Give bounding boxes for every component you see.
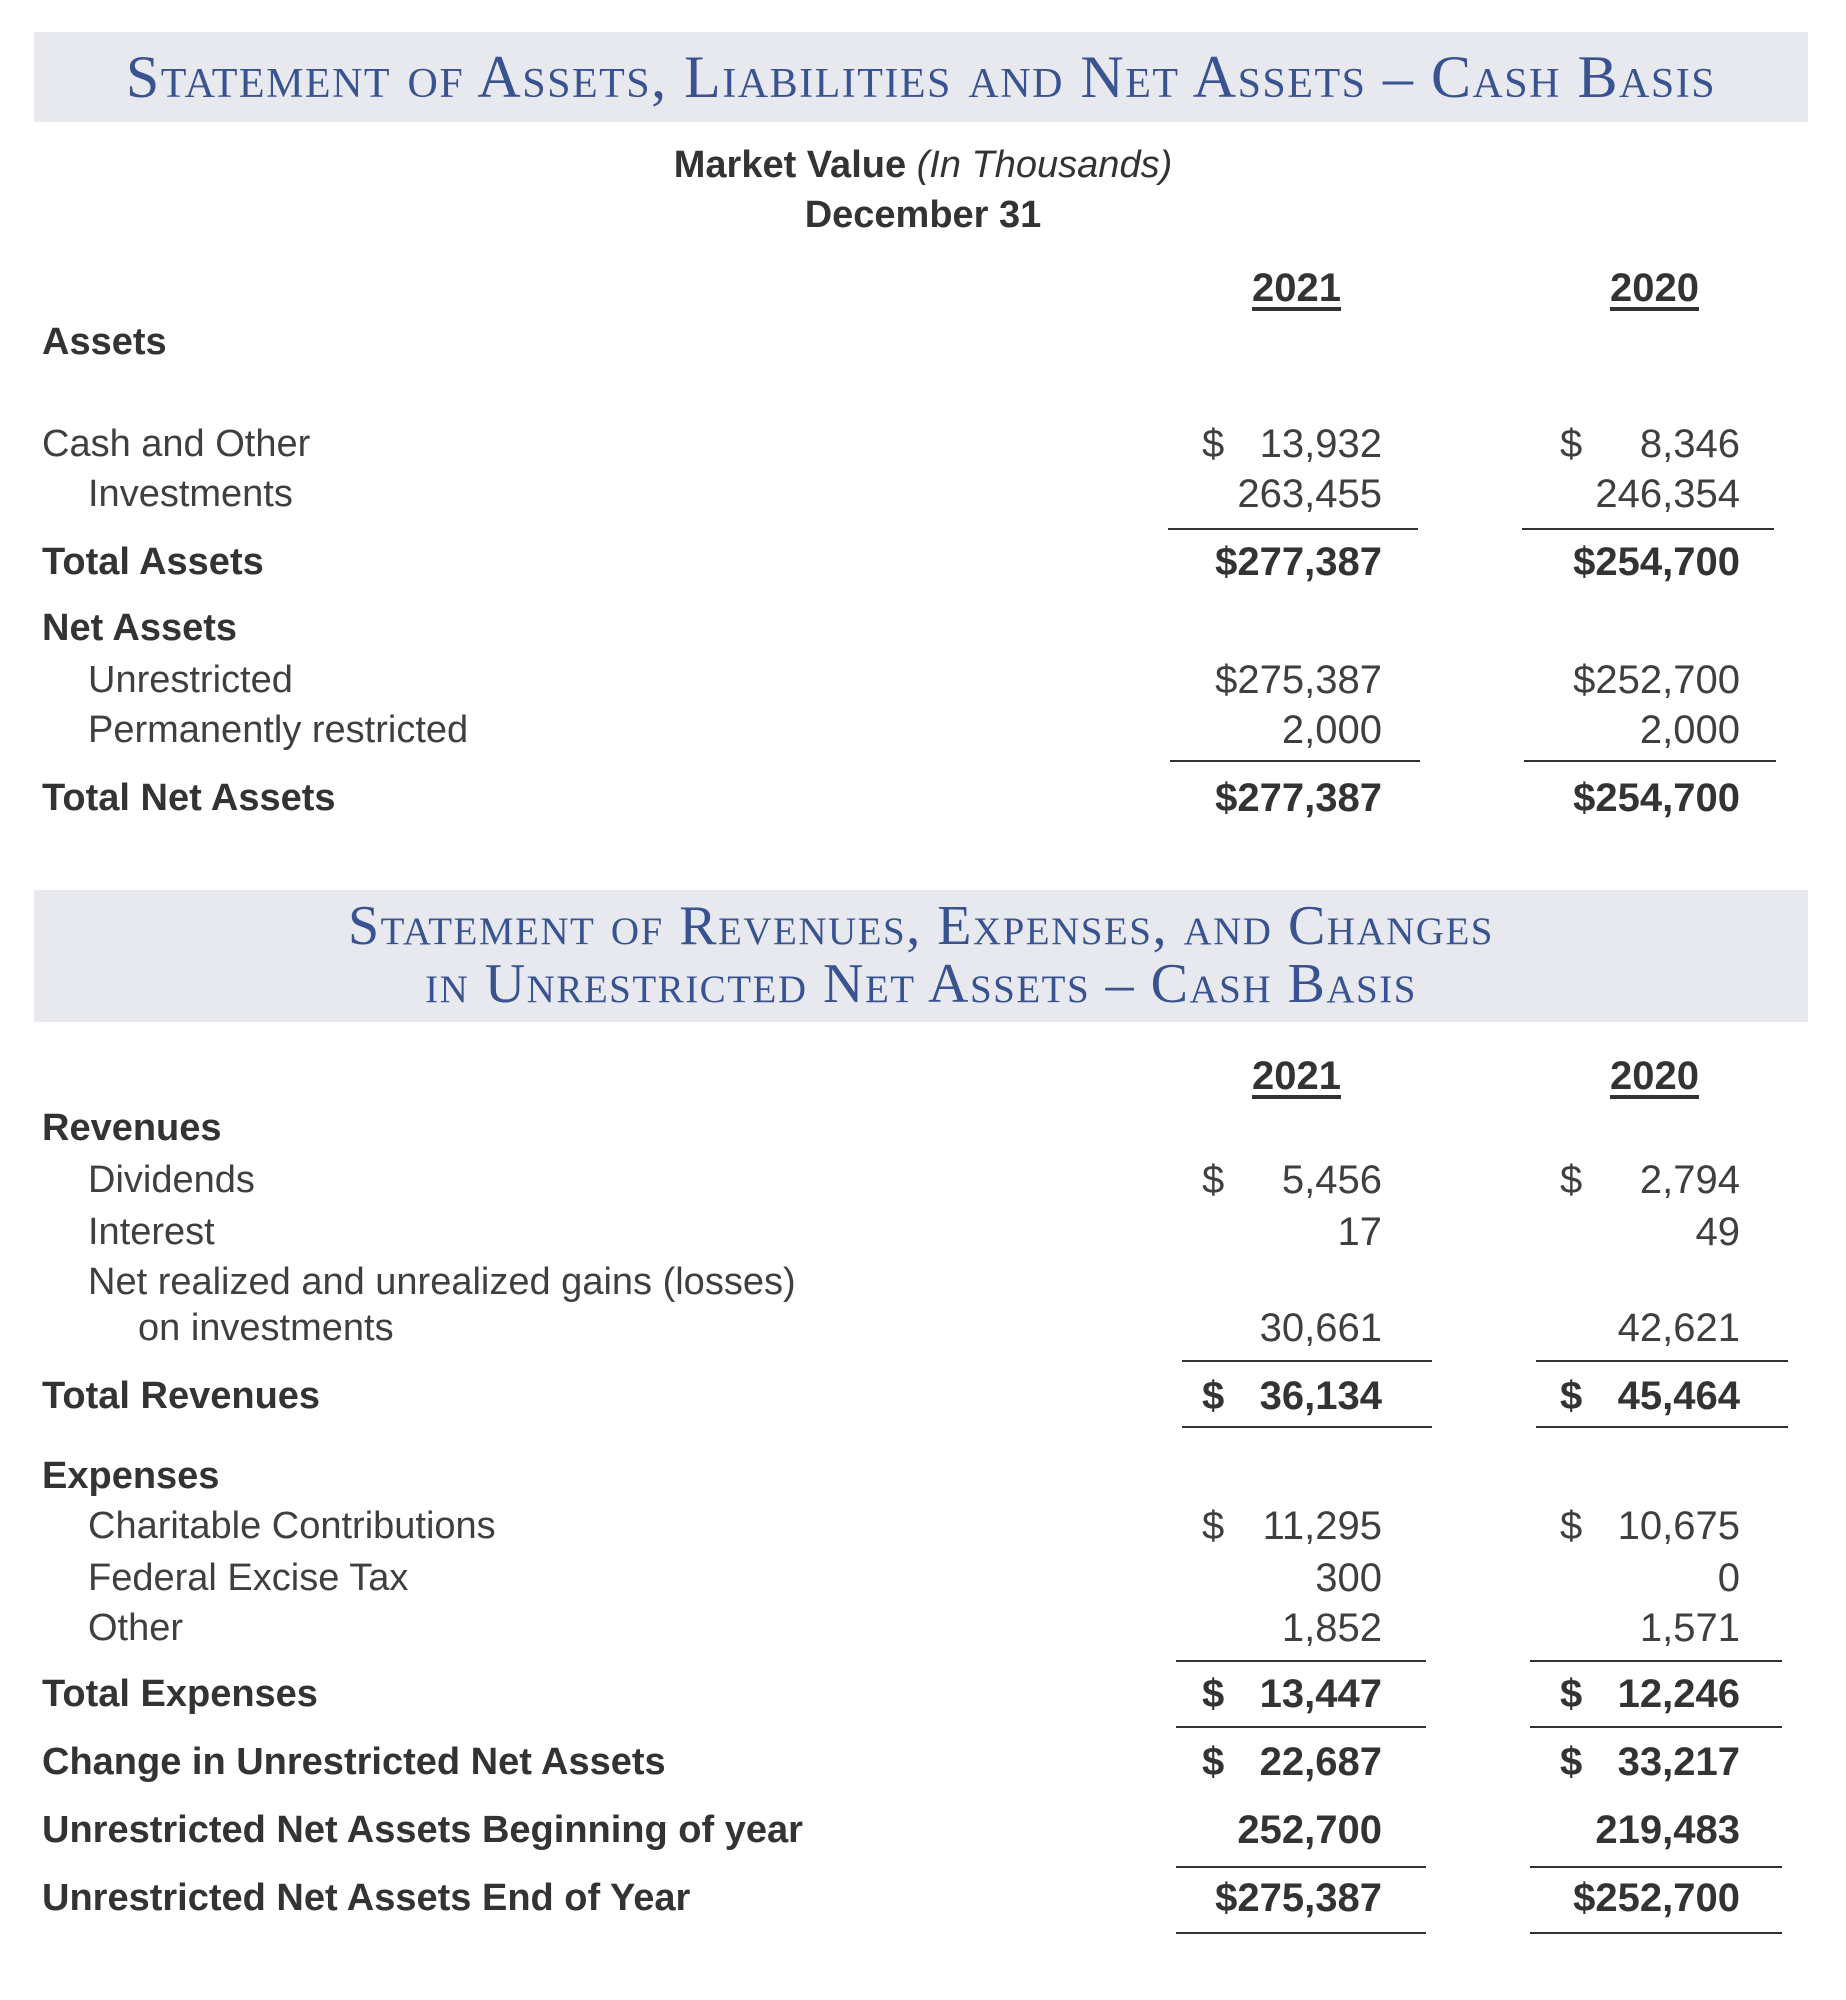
cell-other-2021: 1,852 — [1281, 1606, 1382, 1650]
section-expenses: Expenses — [42, 1455, 220, 1497]
row-label-end-of-year: Unrestricted Net Assets End of Year — [42, 1877, 691, 1919]
cell-net-gains-2020: 42,621 — [1617, 1306, 1740, 1350]
statement2-title-banner — [34, 890, 1808, 1022]
cell-unrestricted-2020: $252,700 — [1573, 658, 1740, 702]
cell-perm-restricted-2021: 2,000 — [1281, 708, 1382, 752]
row-label-total-assets: Total Assets — [42, 541, 264, 583]
row-label-beginning-of-year: Unrestricted Net Assets Beginning of year — [42, 1809, 803, 1851]
row-label-permanently-restricted: Permanently restricted — [88, 709, 469, 751]
row-label-interest: Interest — [88, 1211, 215, 1253]
year-2020-header: 2020 — [1610, 266, 1699, 310]
cell-other-2020: 1,571 — [1639, 1606, 1740, 1650]
year-2020-header: 2020 — [1610, 1054, 1699, 1098]
section-revenues: Revenues — [42, 1107, 222, 1149]
cell-dividends-2021: $ 5,456 — [1202, 1158, 1382, 1202]
row-label-net-gains-cont: on investments — [138, 1307, 394, 1349]
year-2021-header: 2021 — [1252, 266, 1341, 310]
cell-total-net-assets-2021: $277,387 — [1215, 776, 1382, 820]
total-rule — [1176, 1932, 1426, 1934]
row-label-total-revenues: Total Revenues — [42, 1375, 321, 1417]
subtotal-rule — [1168, 528, 1418, 530]
units-label: (In Thousands) — [916, 144, 1173, 186]
statement2-title-line1: Statement of Revenues, Expenses, and Changes — [348, 895, 1494, 957]
cell-beginning-2021: 252,700 — [1237, 1808, 1382, 1852]
section-net-assets: Net Assets — [42, 607, 238, 649]
cell-total-assets-2021: $277,387 — [1215, 540, 1382, 584]
statement1-title-banner — [34, 32, 1808, 122]
row-label-change-unrestricted: Change in Unrestricted Net Assets — [42, 1741, 666, 1783]
cell-cash-2020: $ 8,346 — [1560, 422, 1740, 466]
cell-total-revenues-2021: $ 36,134 — [1202, 1374, 1382, 1418]
cell-change-2021: $ 22,687 — [1202, 1740, 1382, 1784]
subtotal-rule — [1176, 1866, 1426, 1868]
cell-interest-2021: 17 — [1337, 1210, 1382, 1254]
row-label-total-net-assets: Total Net Assets — [42, 777, 336, 819]
cell-total-revenues-2020: $ 45,464 — [1560, 1374, 1740, 1418]
subtotal-rule — [1530, 1660, 1782, 1662]
subtotal-rule — [1176, 1660, 1426, 1662]
row-label-other: Other — [88, 1607, 184, 1649]
row-label-net-gains: Net realized and unrealized gains (losses) — [88, 1261, 796, 1303]
row-label-dividends: Dividends — [88, 1159, 255, 1201]
total-rule — [1530, 1932, 1782, 1934]
statement2-title-line2: in Unrestricted Net Assets – Cash Basis — [425, 953, 1417, 1015]
cell-end-2021: $275,387 — [1215, 1876, 1382, 1920]
cell-interest-2020: 49 — [1695, 1210, 1740, 1254]
cell-change-2020: $ 33,217 — [1560, 1740, 1740, 1784]
total-rule — [1182, 1426, 1432, 1428]
subtotal-rule — [1522, 528, 1774, 530]
cell-end-2020: $252,700 — [1573, 1876, 1740, 1920]
cell-total-expenses-2020: $ 12,246 — [1560, 1672, 1740, 1716]
row-label-investments: Investments — [88, 473, 293, 515]
market-value-heading — [0, 144, 1846, 187]
cell-investments-2021: 263,455 — [1237, 472, 1382, 516]
row-label-unrestricted: Unrestricted — [88, 659, 293, 701]
cell-total-assets-2020: $254,700 — [1573, 540, 1740, 584]
section-assets: Assets — [42, 321, 167, 363]
row-label-federal-excise-tax: Federal Excise Tax — [88, 1557, 409, 1599]
market-value-label: Market Value — [673, 144, 907, 186]
date-heading: December 31 — [804, 194, 1042, 236]
cell-net-gains-2021: 30,661 — [1259, 1306, 1382, 1350]
cell-beginning-2020: 219,483 — [1595, 1808, 1740, 1852]
cell-dividends-2020: $ 2,794 — [1560, 1158, 1740, 1202]
row-label-charitable-contributions: Charitable Contributions — [88, 1505, 496, 1547]
cell-total-net-assets-2020: $254,700 — [1573, 776, 1740, 820]
row-label-total-expenses: Total Expenses — [42, 1673, 318, 1715]
subtotal-rule — [1524, 760, 1776, 762]
subtotal-rule — [1536, 1360, 1788, 1362]
cell-unrestricted-2021: $275,387 — [1215, 658, 1382, 702]
subtotal-rule — [1170, 760, 1420, 762]
cell-total-expenses-2021: $ 13,447 — [1202, 1672, 1382, 1716]
cell-charitable-2020: $ 10,675 — [1560, 1504, 1740, 1548]
statement1-title: Statement of Assets, Liabilities and Net Assets – Cash Basis — [125, 44, 1717, 110]
total-rule — [1176, 1726, 1426, 1728]
cell-perm-restricted-2020: 2,000 — [1639, 708, 1740, 752]
cell-investments-2020: 246,354 — [1595, 472, 1740, 516]
total-rule — [1536, 1426, 1788, 1428]
row-label-cash-and-other: Cash and Other — [42, 423, 311, 465]
cell-excise-2021: 300 — [1315, 1556, 1382, 1600]
subtotal-rule — [1530, 1866, 1782, 1868]
cell-cash-2021: $ 13,932 — [1202, 422, 1382, 466]
subtotal-rule — [1182, 1360, 1432, 1362]
total-rule — [1530, 1726, 1782, 1728]
cell-excise-2020: 0 — [1717, 1556, 1740, 1600]
cell-charitable-2021: $ 11,295 — [1202, 1504, 1382, 1548]
year-2021-header: 2021 — [1252, 1054, 1341, 1098]
